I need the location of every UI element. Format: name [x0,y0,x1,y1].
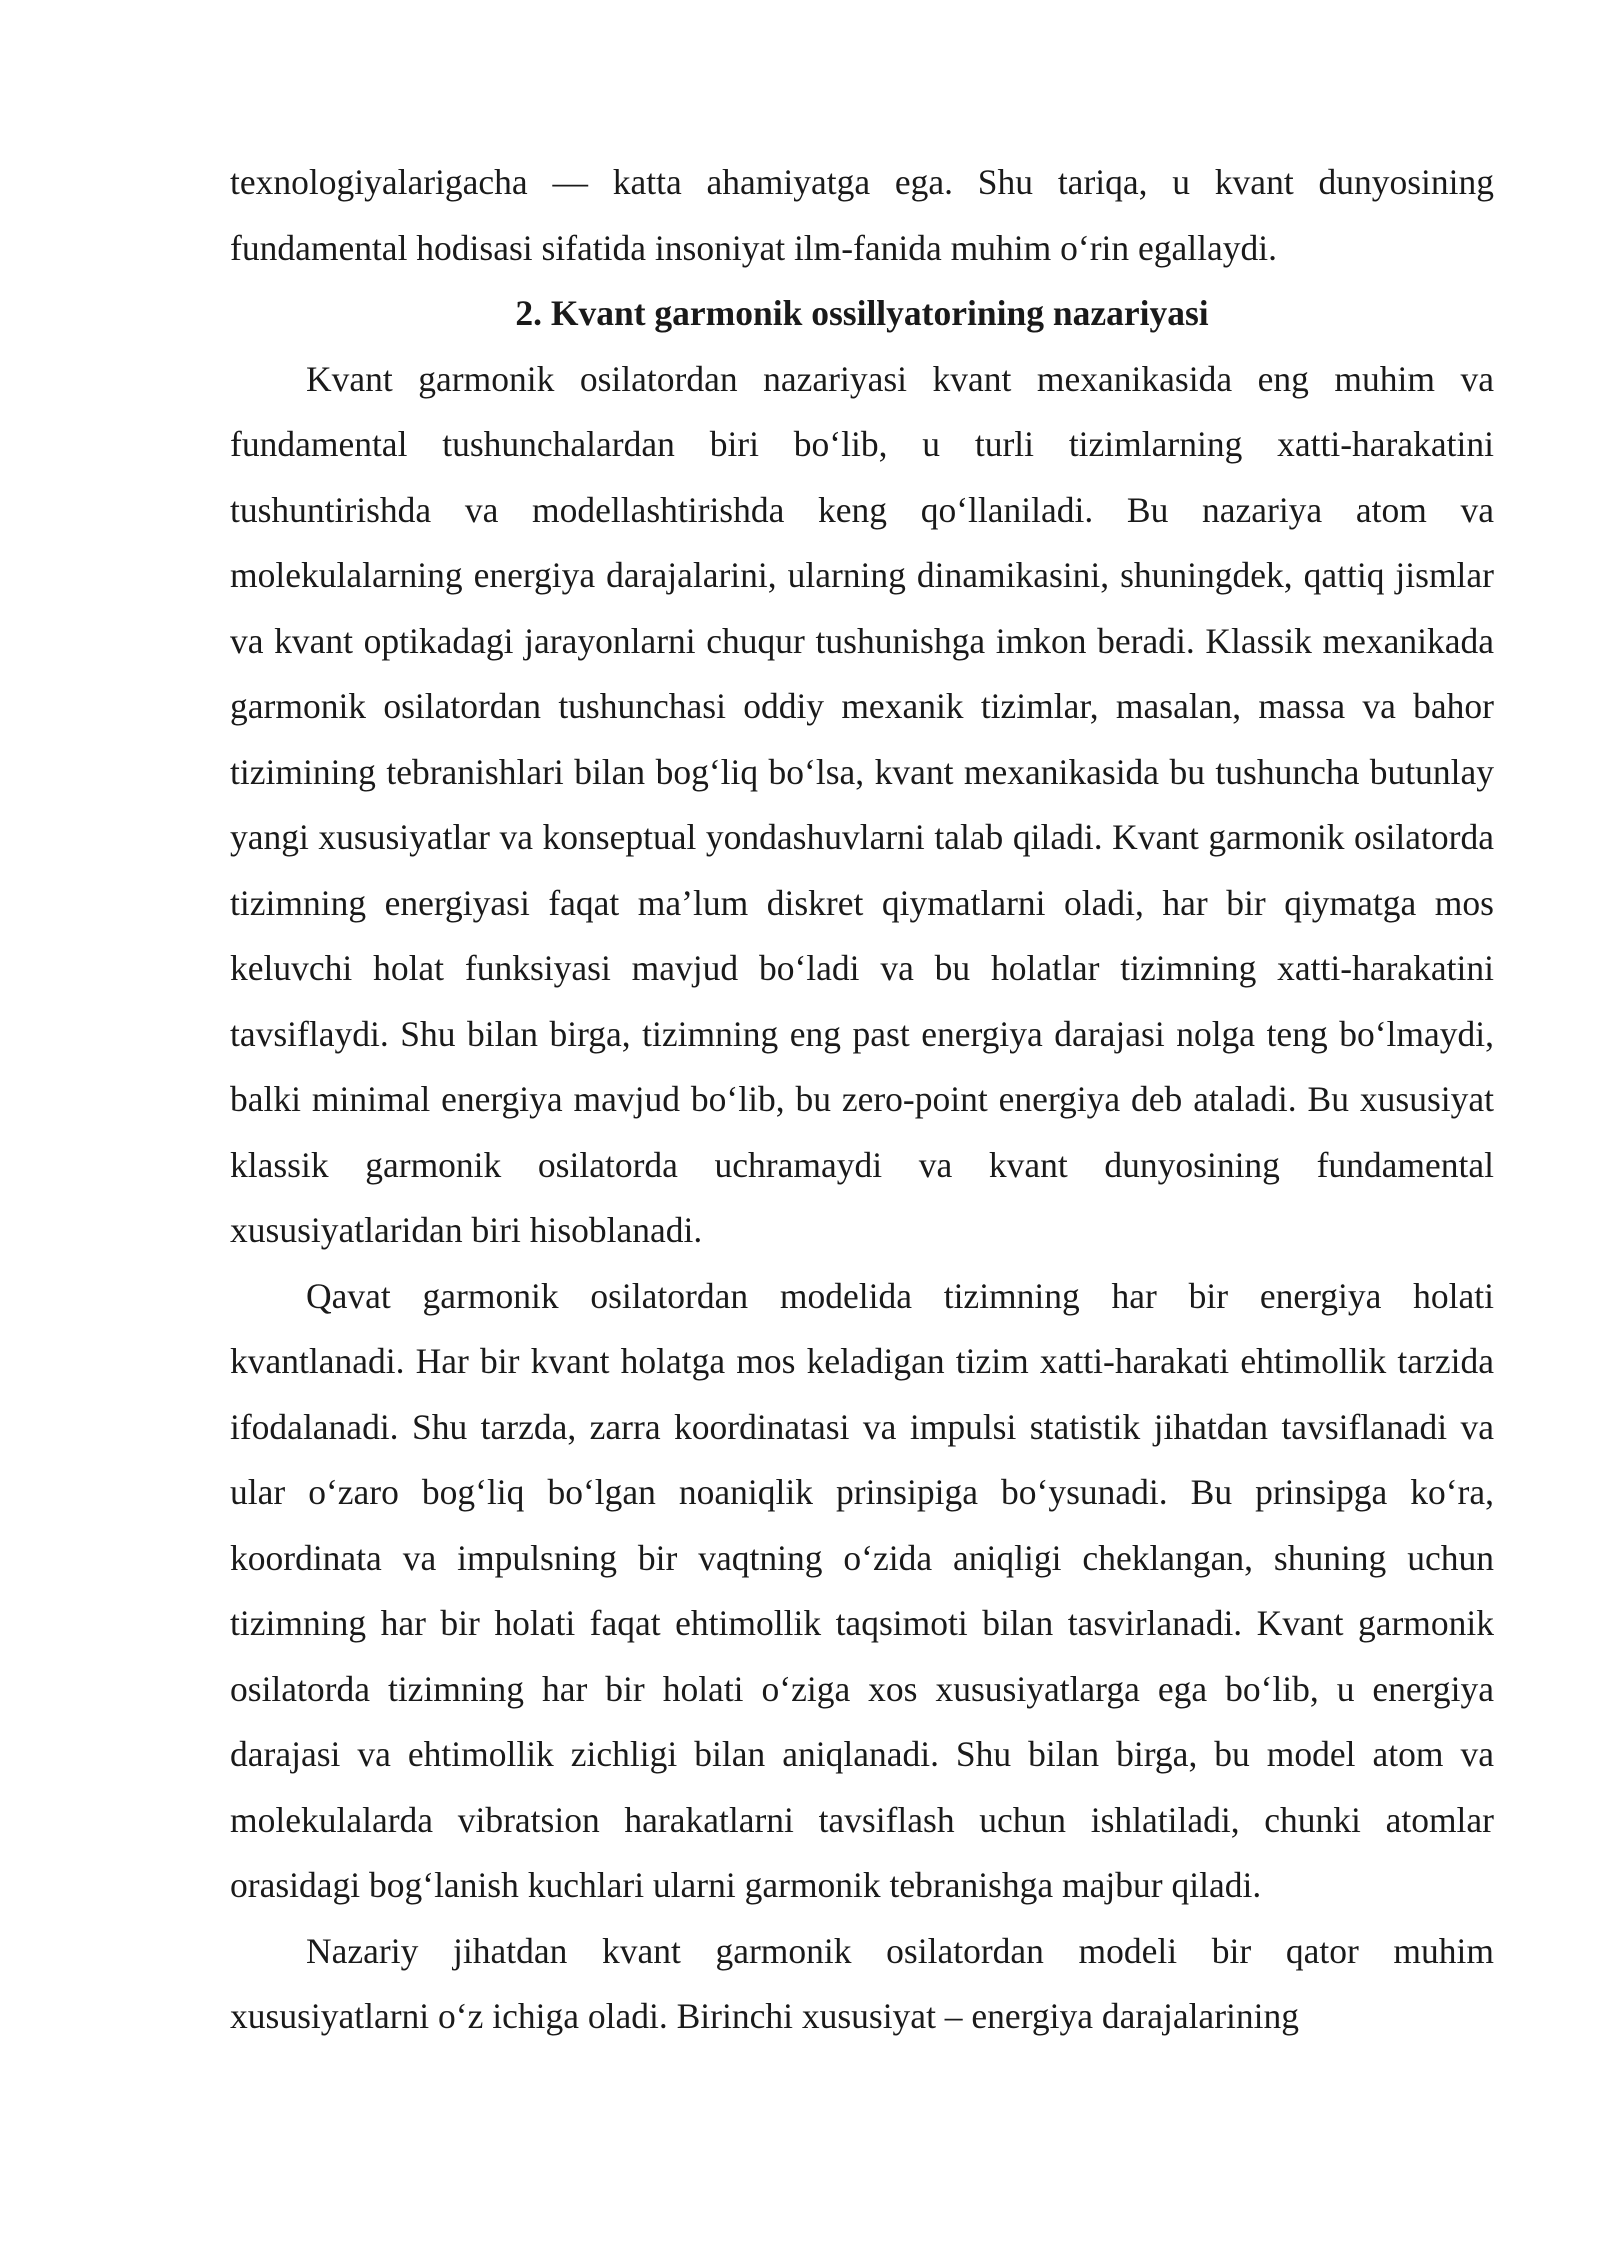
body-paragraph: Qavat garmonik osilatordan modelida tizimning har bir energiya holati kvantlanadi. Har bir kvant holatga mos keladigan tizim xatti-harakati ehtimollik tarzida ifodalanadi. Shu tarzda, zarra koordinatasi va impulsi statistik jihatdan tavsiflanadi va ular o‘zaro bog‘liq bo‘lgan noaniqlik prinsipiga bo‘ysunadi. Bu prinsipga ko‘ra, koordinata va impulsning bir vaqtning o‘zida aniqligi cheklangan, shuning uchun tizimning har bir holati faqat ehtimollik taqsimoti bilan tasvirlanadi. Kvant garmonik osilatorda tizimning har bir holati o‘ziga xos xususiyatlarga ega bo‘lib, u energiya darajasi va ehtimollik zichligi bilan aniqlanadi. Shu bilan birga, bu model atom va molekulalarda vibratsion harakatlarni tavsiflash uchun ishlatiladi, chunki atomlar orasidagi bog‘lanish kuchlari ularni garmonik tebranishga majbur qiladi. [230,1275,1494,1905]
body-paragraph: Nazariy jihatdan kvant garmonik osilatordan modeli bir qator muhim xususiyatlarni o‘z ichiga oladi. Birinchi xususiyat – energiya darajalarining [230,1930,1494,2036]
continuation-paragraph: texnologiyalarigacha — katta ahamiyatga ega. Shu tariqa, u kvant dunyosining fundamental hodisasi sifatida insoniyat ilm-fanida muhim o‘rin egallaydi. [230,162,1494,268]
document-body [230,150,1494,2050]
body-paragraph: Kvant garmonik osilatordan nazariyasi kvant mexanikasida eng muhim va fundamental tushunchalardan biri bo‘lib, u turli tizimlarning xatti-harakatini tushuntirishda va modellashtirishda keng qo‘llaniladi. Bu nazariya atom va molekulalarning energiya darajalarini, ularning dinamikasini, shuningdek, qattiq jismlar va kvant optikadagi jarayonlarni chuqur tushunishga imkon beradi. Klassik mexanikada garmonik osilatordan tushunchasi oddiy mexanik tizimlar, masalan, massa va bahor tizimining tebranishlari bilan bog‘liq bo‘lsa, kvant mexanikasida bu tushuncha butunlay yangi xususiyatlar va konseptual yondashuvlarni talab qiladi. Kvant garmonik osilatorda tizimning energiyasi faqat ma’lum diskret qiymatlarni oladi, har bir qiymatga mos keluvchi holat funksiyasi mavjud bo‘ladi va bu holatlar tizimning xatti-harakatini tavsiflaydi. Shu bilan birga, tizimning eng past energiya darajasi nolga teng bo‘lmaydi, balki minimal energiya mavjud bo‘lib, bu zero-point energiya deb ataladi. Bu xususiyat klassik garmonik osilatorda uchramaydi va kvant dunyosining fundamental xususiyatlaridan biri hisoblanadi. [230,358,1494,1250]
section-heading: 2. Kvant garmonik ossillyatorining nazariyasi [515,293,1209,333]
